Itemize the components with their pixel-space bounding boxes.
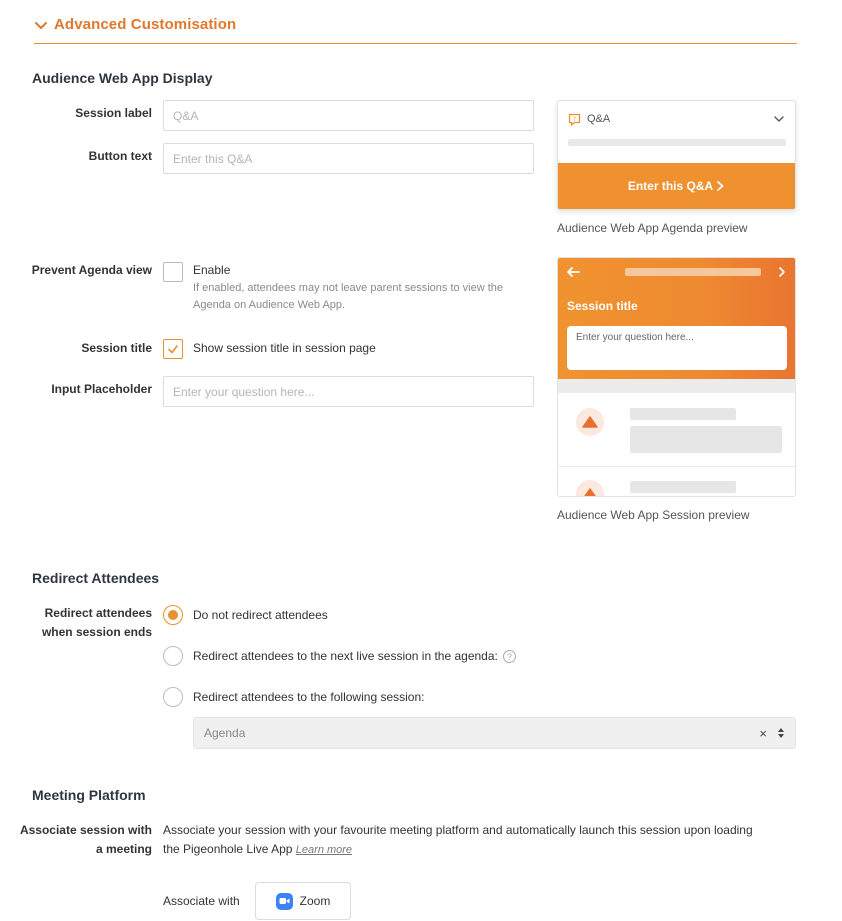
prevent-agenda-hint: If enabled, attendees may not leave parent sessions to view the Agenda on Audience Web App. xyxy=(193,282,504,311)
chevron-right-icon xyxy=(716,181,725,191)
input-placeholder-label: Input Placeholder xyxy=(51,382,152,396)
redirect-section-title: Redirect Attendees xyxy=(32,570,160,586)
agenda-preview-enter-label: Enter this Q&A xyxy=(627,179,714,193)
question-placeholder-line xyxy=(630,408,736,420)
redirect-session-select[interactable] xyxy=(193,717,796,749)
display-section-title: Audience Web App Display xyxy=(32,70,213,86)
clear-icon[interactable]: × xyxy=(759,725,767,741)
redirect-session-select-value: Agenda xyxy=(204,726,246,740)
session-preview xyxy=(557,257,796,497)
prevent-agenda-option: Enable xyxy=(193,263,231,277)
radio-following-session-label: Redirect attendees to the following session: xyxy=(193,690,425,704)
redirect-label-line1: Redirect attendees xyxy=(44,606,152,620)
chevron-down-icon xyxy=(773,113,785,125)
agenda-preview xyxy=(557,100,796,210)
session-title-label: Session title xyxy=(81,341,152,355)
advanced-customisation-title: Advanced Customisation xyxy=(54,16,237,33)
agenda-preview-row xyxy=(568,111,785,127)
agenda-preview-placeholder-line xyxy=(568,139,786,146)
prevent-agenda-checkbox[interactable] xyxy=(163,262,183,282)
prevent-agenda-label: Prevent Agenda view xyxy=(31,263,152,277)
meeting-section-title: Meeting Platform xyxy=(32,787,146,803)
upvote-icon xyxy=(576,408,604,436)
session-label-input[interactable] xyxy=(163,100,534,131)
input-placeholder-input[interactable] xyxy=(163,376,534,407)
radio-next-live-session-text: Redirect attendees to the next live session in the agenda: xyxy=(193,649,498,663)
radio-next-live-session-label xyxy=(193,647,516,665)
meeting-label-line2: a meeting xyxy=(95,842,152,856)
meeting-label-line1: Associate session with xyxy=(19,823,152,837)
meeting-label xyxy=(10,821,152,859)
question-placeholder-line xyxy=(630,481,736,493)
session-preview-gray-band xyxy=(558,379,795,393)
button-text-label: Button text xyxy=(88,149,152,163)
learn-more-link[interactable]: Learn more xyxy=(295,844,353,856)
button-text-input[interactable] xyxy=(163,143,534,174)
meeting-description xyxy=(163,821,803,860)
zoom-button-label: Zoom xyxy=(299,894,331,908)
meeting-description-line2 xyxy=(163,840,803,860)
session-preview-title: Session title xyxy=(567,299,638,313)
session-title-checkbox[interactable] xyxy=(163,339,183,359)
sort-arrows-icon xyxy=(777,727,785,739)
radio-next-live-session[interactable] xyxy=(163,646,183,666)
help-icon[interactable]: ? xyxy=(503,650,516,663)
chevron-right-icon xyxy=(777,266,787,278)
zoom-button[interactable] xyxy=(255,882,351,920)
zoom-logo-icon xyxy=(276,893,293,910)
arrow-left-icon xyxy=(566,266,580,278)
session-label-label: Session label xyxy=(75,106,152,120)
qa-chat-icon xyxy=(568,113,581,126)
meeting-description-line1: Associate your session with your favourite meeting platform and automatically launch this session upon loading xyxy=(163,823,753,837)
svg-text:?: ? xyxy=(572,115,577,123)
agenda-preview-enter-button xyxy=(558,163,795,209)
meeting-description-line2-text: the Pigeonhole Live App xyxy=(163,842,293,856)
radio-no-redirect[interactable] xyxy=(163,605,183,625)
agenda-preview-qa-label: Q&A xyxy=(587,113,611,125)
session-title-option: Show session title in session page xyxy=(193,341,376,355)
check-icon xyxy=(167,343,179,355)
agenda-preview-caption: Audience Web App Agenda preview xyxy=(557,221,748,235)
associate-with-label: Associate with xyxy=(163,894,240,908)
question-row-separator xyxy=(558,466,795,467)
advanced-customisation-header[interactable] xyxy=(34,16,797,44)
session-preview-topbar-placeholder xyxy=(625,268,761,276)
upvote-icon xyxy=(576,480,604,497)
radio-following-session[interactable] xyxy=(163,687,183,707)
question-placeholder-block xyxy=(630,426,782,453)
chevron-down-icon xyxy=(34,19,48,33)
redirect-label xyxy=(20,604,152,642)
session-preview-caption: Audience Web App Session preview xyxy=(557,508,750,522)
radio-no-redirect-label: Do not redirect attendees xyxy=(193,608,328,622)
session-preview-question-box: Enter your question here... xyxy=(567,326,787,370)
redirect-label-line2: when session ends xyxy=(41,625,152,639)
